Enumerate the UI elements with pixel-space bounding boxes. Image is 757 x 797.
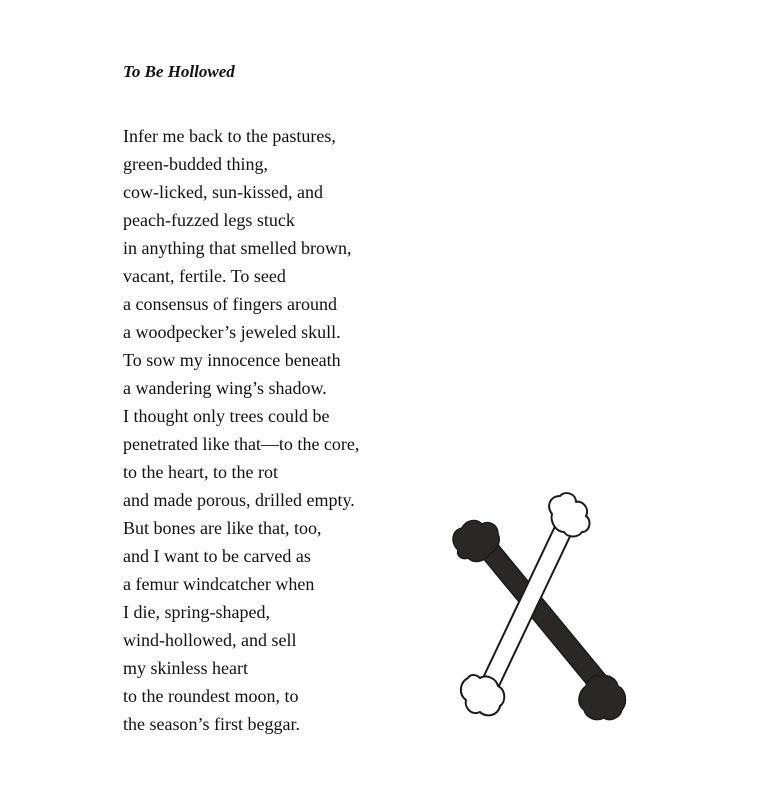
poem-line: green-budded thing, — [123, 154, 268, 174]
poem-line: I thought only trees could be — [123, 406, 330, 426]
poem-line: vacant, fertile. To seed — [123, 266, 286, 286]
poem-line: to the heart, to the rot — [123, 462, 278, 482]
poem-line: cow-licked, sun-kissed, and — [123, 182, 323, 202]
poem-line: a consensus of fingers around — [123, 294, 337, 314]
poem-line: To sow my innocence beneath — [123, 350, 341, 370]
poem-line: and I want to be carved as — [123, 546, 311, 566]
poem-line: a femur windcatcher when — [123, 574, 315, 594]
poem-line: to the roundest moon, to — [123, 686, 299, 706]
poem-line: in anything that smelled brown, — [123, 238, 352, 258]
poem-line: my skinless heart — [123, 658, 248, 678]
poem-line: I die, spring-shaped, — [123, 602, 270, 622]
poem-line: peach-fuzzed legs stuck — [123, 210, 295, 230]
poem-line: a woodpecker’s jeweled skull. — [123, 322, 341, 342]
poem-line: But bones are like that, too, — [123, 518, 322, 538]
poem-title: To Be Hollowed — [123, 62, 235, 81]
poem-line: Infer me back to the pastures, — [123, 126, 336, 146]
poem-line: and made porous, drilled empty. — [123, 490, 355, 510]
poem-line: penetrated like that—to the core, — [123, 434, 360, 454]
poem-line: wind-hollowed, and sell — [123, 630, 297, 650]
crossed-bones-icon — [440, 490, 630, 725]
poem-line: the season’s first beggar. — [123, 714, 300, 734]
poem-body — [123, 122, 359, 738]
poem-line: a wandering wing’s shadow. — [123, 378, 327, 398]
